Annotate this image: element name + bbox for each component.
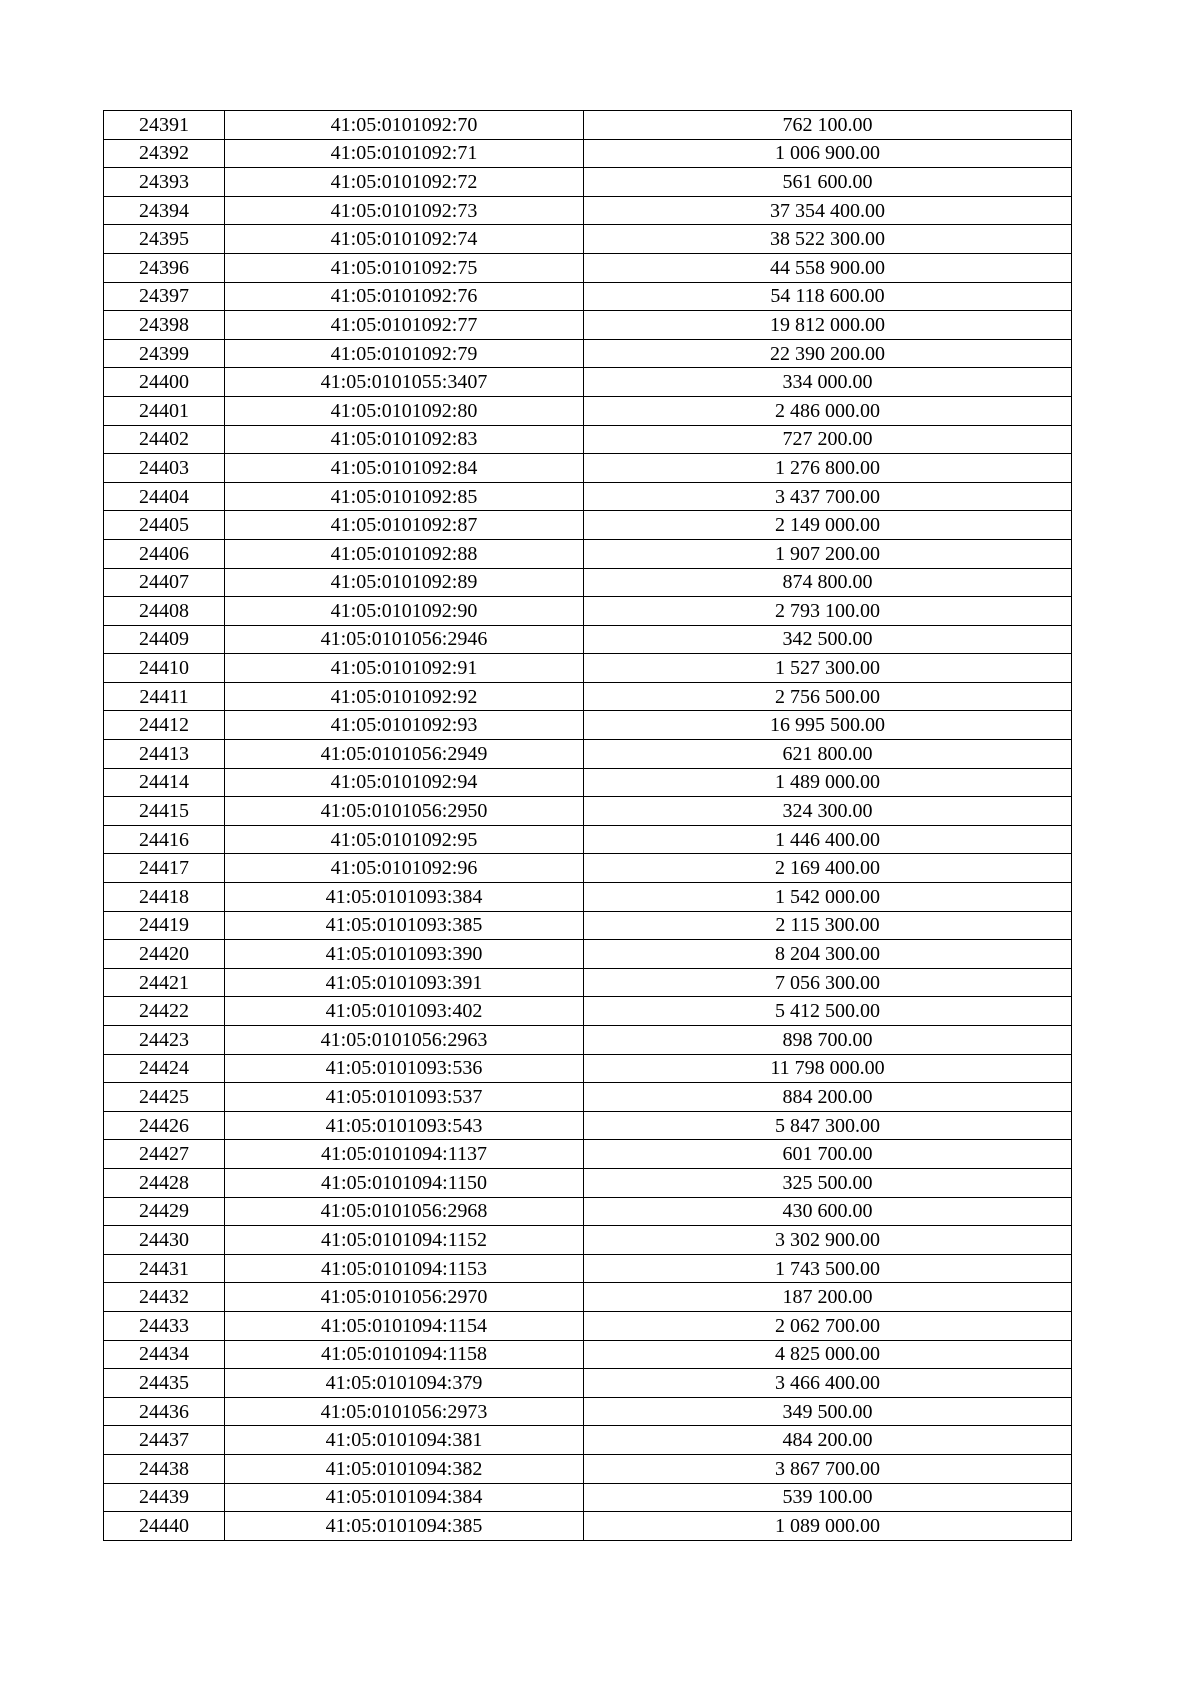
row-number-cell: 24414 — [104, 768, 225, 797]
cadastral-number-cell: 41:05:0101093:536 — [225, 1054, 584, 1083]
cadastral-value-cell: 762 100.00 — [584, 111, 1072, 140]
row-number-cell: 24408 — [104, 597, 225, 626]
cadastral-value-cell: 539 100.00 — [584, 1483, 1072, 1512]
cadastral-number-cell: 41:05:0101094:385 — [225, 1512, 584, 1541]
cadastral-value-cell: 2 062 700.00 — [584, 1311, 1072, 1340]
table-row — [104, 597, 1072, 626]
table-row — [104, 1311, 1072, 1340]
table-row — [104, 1197, 1072, 1226]
cadastral-number-cell: 41:05:0101092:88 — [225, 539, 584, 568]
cadastral-number-cell: 41:05:0101093:391 — [225, 968, 584, 997]
table-body — [104, 111, 1072, 1541]
cadastral-value-cell: 2 793 100.00 — [584, 597, 1072, 626]
table-row — [104, 883, 1072, 912]
cadastral-value-cell: 334 000.00 — [584, 368, 1072, 397]
row-number-cell: 24392 — [104, 139, 225, 168]
table-row — [104, 225, 1072, 254]
table-row — [104, 253, 1072, 282]
cadastral-number-cell: 41:05:0101092:92 — [225, 682, 584, 711]
table-row — [104, 1512, 1072, 1541]
cadastral-number-cell: 41:05:0101092:71 — [225, 139, 584, 168]
cadastral-number-cell: 41:05:0101094:382 — [225, 1454, 584, 1483]
row-number-cell: 24420 — [104, 940, 225, 969]
cadastral-number-cell: 41:05:0101094:1153 — [225, 1254, 584, 1283]
row-number-cell: 24411 — [104, 682, 225, 711]
row-number-cell: 24421 — [104, 968, 225, 997]
table-row — [104, 797, 1072, 826]
table-row — [104, 825, 1072, 854]
cadastral-number-cell: 41:05:0101093:390 — [225, 940, 584, 969]
cadastral-number-cell: 41:05:0101092:87 — [225, 511, 584, 540]
cadastral-value-cell: 621 800.00 — [584, 740, 1072, 769]
cadastral-number-cell: 41:05:0101094:1158 — [225, 1340, 584, 1369]
cadastral-number-cell: 41:05:0101056:2970 — [225, 1283, 584, 1312]
cadastral-number-cell: 41:05:0101056:2973 — [225, 1397, 584, 1426]
row-number-cell: 24440 — [104, 1512, 225, 1541]
row-number-cell: 24396 — [104, 253, 225, 282]
row-number-cell: 24403 — [104, 454, 225, 483]
row-number-cell: 24416 — [104, 825, 225, 854]
row-number-cell: 24435 — [104, 1369, 225, 1398]
table-row — [104, 911, 1072, 940]
cadastral-number-cell: 41:05:0101092:73 — [225, 196, 584, 225]
table-row — [104, 568, 1072, 597]
cadastral-value-cell: 5 847 300.00 — [584, 1111, 1072, 1140]
table-row — [104, 1226, 1072, 1255]
table-row — [104, 1426, 1072, 1455]
cadastral-number-cell: 41:05:0101055:3407 — [225, 368, 584, 397]
row-number-cell: 24394 — [104, 196, 225, 225]
cadastral-number-cell: 41:05:0101056:2946 — [225, 625, 584, 654]
table-row — [104, 740, 1072, 769]
cadastral-value-cell: 601 700.00 — [584, 1140, 1072, 1169]
row-number-cell: 24402 — [104, 425, 225, 454]
cadastral-number-cell: 41:05:0101092:93 — [225, 711, 584, 740]
cadastral-number-cell: 41:05:0101092:74 — [225, 225, 584, 254]
cadastral-number-cell: 41:05:0101092:70 — [225, 111, 584, 140]
row-number-cell: 24436 — [104, 1397, 225, 1426]
cadastral-value-cell: 325 500.00 — [584, 1168, 1072, 1197]
table-row — [104, 768, 1072, 797]
cadastral-number-cell: 41:05:0101092:72 — [225, 168, 584, 197]
cadastral-value-cell: 37 354 400.00 — [584, 196, 1072, 225]
table-row — [104, 1083, 1072, 1112]
table-row — [104, 1483, 1072, 1512]
cadastral-value-cell: 3 302 900.00 — [584, 1226, 1072, 1255]
cadastral-value-cell: 3 466 400.00 — [584, 1369, 1072, 1398]
table-row — [104, 854, 1072, 883]
table-row — [104, 511, 1072, 540]
row-number-cell: 24406 — [104, 539, 225, 568]
table-row — [104, 368, 1072, 397]
table-row — [104, 1454, 1072, 1483]
row-number-cell: 24429 — [104, 1197, 225, 1226]
row-number-cell: 24409 — [104, 625, 225, 654]
row-number-cell: 24395 — [104, 225, 225, 254]
table-row — [104, 1340, 1072, 1369]
row-number-cell: 24412 — [104, 711, 225, 740]
cadastral-number-cell: 41:05:0101094:379 — [225, 1369, 584, 1398]
row-number-cell: 24419 — [104, 911, 225, 940]
cadastral-value-cell: 484 200.00 — [584, 1426, 1072, 1455]
cadastral-number-cell: 41:05:0101093:543 — [225, 1111, 584, 1140]
row-number-cell: 24425 — [104, 1083, 225, 1112]
table-row — [104, 625, 1072, 654]
table-row — [104, 396, 1072, 425]
cadastral-value-cell: 54 118 600.00 — [584, 282, 1072, 311]
cadastral-value-cell: 1 527 300.00 — [584, 654, 1072, 683]
cadastral-value-cell: 2 149 000.00 — [584, 511, 1072, 540]
cadastral-number-cell: 41:05:0101094:1152 — [225, 1226, 584, 1255]
row-number-cell: 24424 — [104, 1054, 225, 1083]
cadastral-value-cell: 1 276 800.00 — [584, 454, 1072, 483]
row-number-cell: 24439 — [104, 1483, 225, 1512]
cadastral-value-cell: 19 812 000.00 — [584, 311, 1072, 340]
table-row — [104, 968, 1072, 997]
table-row — [104, 711, 1072, 740]
row-number-cell: 24399 — [104, 339, 225, 368]
cadastral-value-cell: 2 756 500.00 — [584, 682, 1072, 711]
row-number-cell: 24407 — [104, 568, 225, 597]
row-number-cell: 24431 — [104, 1254, 225, 1283]
cadastral-value-cell: 16 995 500.00 — [584, 711, 1072, 740]
cadastral-value-cell: 898 700.00 — [584, 1026, 1072, 1055]
table-row — [104, 1397, 1072, 1426]
row-number-cell: 24432 — [104, 1283, 225, 1312]
cadastral-number-cell: 41:05:0101092:80 — [225, 396, 584, 425]
cadastral-value-cell: 342 500.00 — [584, 625, 1072, 654]
cadastral-value-cell: 1 907 200.00 — [584, 539, 1072, 568]
table-row — [104, 682, 1072, 711]
cadastral-value-cell: 1 089 000.00 — [584, 1512, 1072, 1541]
table-row — [104, 1111, 1072, 1140]
row-number-cell: 24430 — [104, 1226, 225, 1255]
row-number-cell: 24393 — [104, 168, 225, 197]
row-number-cell: 24401 — [104, 396, 225, 425]
cadastral-number-cell: 41:05:0101056:2963 — [225, 1026, 584, 1055]
cadastral-number-cell: 41:05:0101056:2949 — [225, 740, 584, 769]
row-number-cell: 24415 — [104, 797, 225, 826]
cadastral-value-cell: 2 486 000.00 — [584, 396, 1072, 425]
cadastral-number-cell: 41:05:0101056:2968 — [225, 1197, 584, 1226]
table-row — [104, 111, 1072, 140]
cadastral-number-cell: 41:05:0101092:90 — [225, 597, 584, 626]
table-row — [104, 997, 1072, 1026]
cadastral-value-cell: 1 489 000.00 — [584, 768, 1072, 797]
row-number-cell: 24398 — [104, 311, 225, 340]
cadastral-number-cell: 41:05:0101094:1137 — [225, 1140, 584, 1169]
cadastral-value-cell: 11 798 000.00 — [584, 1054, 1072, 1083]
cadastral-value-cell: 4 825 000.00 — [584, 1340, 1072, 1369]
row-number-cell: 24426 — [104, 1111, 225, 1140]
cadastral-value-cell: 1 446 400.00 — [584, 825, 1072, 854]
table-row — [104, 311, 1072, 340]
cadastral-number-cell: 41:05:0101092:84 — [225, 454, 584, 483]
cadastral-value-cell: 44 558 900.00 — [584, 253, 1072, 282]
table-row — [104, 482, 1072, 511]
cadastral-value-cell: 430 600.00 — [584, 1197, 1072, 1226]
cadastral-number-cell: 41:05:0101092:96 — [225, 854, 584, 883]
table-row — [104, 1054, 1072, 1083]
cadastral-value-cell: 1 006 900.00 — [584, 139, 1072, 168]
row-number-cell: 24405 — [104, 511, 225, 540]
table-row — [104, 1283, 1072, 1312]
table-row — [104, 539, 1072, 568]
row-number-cell: 24417 — [104, 854, 225, 883]
cadastral-value-cell: 727 200.00 — [584, 425, 1072, 454]
row-number-cell: 24437 — [104, 1426, 225, 1455]
table-row — [104, 940, 1072, 969]
row-number-cell: 24391 — [104, 111, 225, 140]
row-number-cell: 24423 — [104, 1026, 225, 1055]
table-row — [104, 1168, 1072, 1197]
row-number-cell: 24418 — [104, 883, 225, 912]
cadastral-number-cell: 41:05:0101093:537 — [225, 1083, 584, 1112]
cadastral-value-cell: 1 542 000.00 — [584, 883, 1072, 912]
cadastral-number-cell: 41:05:0101094:1150 — [225, 1168, 584, 1197]
table-row — [104, 654, 1072, 683]
cadastral-value-table — [103, 110, 1072, 1541]
cadastral-value-cell: 884 200.00 — [584, 1083, 1072, 1112]
cadastral-value-cell: 1 743 500.00 — [584, 1254, 1072, 1283]
cadastral-number-cell: 41:05:0101092:76 — [225, 282, 584, 311]
cadastral-value-cell: 2 115 300.00 — [584, 911, 1072, 940]
table-row — [104, 1026, 1072, 1055]
cadastral-number-cell: 41:05:0101092:83 — [225, 425, 584, 454]
table-row — [104, 1369, 1072, 1398]
table-row — [104, 1140, 1072, 1169]
cadastral-value-cell: 3 437 700.00 — [584, 482, 1072, 511]
table-row — [104, 454, 1072, 483]
cadastral-value-cell: 187 200.00 — [584, 1283, 1072, 1312]
cadastral-value-cell: 324 300.00 — [584, 797, 1072, 826]
row-number-cell: 24410 — [104, 654, 225, 683]
table-row — [104, 168, 1072, 197]
cadastral-value-cell: 349 500.00 — [584, 1397, 1072, 1426]
row-number-cell: 24404 — [104, 482, 225, 511]
cadastral-number-cell: 41:05:0101056:2950 — [225, 797, 584, 826]
cadastral-number-cell: 41:05:0101092:77 — [225, 311, 584, 340]
row-number-cell: 24400 — [104, 368, 225, 397]
row-number-cell: 24397 — [104, 282, 225, 311]
cadastral-number-cell: 41:05:0101094:384 — [225, 1483, 584, 1512]
row-number-cell: 24422 — [104, 997, 225, 1026]
cadastral-number-cell: 41:05:0101092:94 — [225, 768, 584, 797]
table-row — [104, 425, 1072, 454]
cadastral-number-cell: 41:05:0101093:385 — [225, 911, 584, 940]
cadastral-number-cell: 41:05:0101092:75 — [225, 253, 584, 282]
table-row — [104, 139, 1072, 168]
cadastral-number-cell: 41:05:0101094:381 — [225, 1426, 584, 1455]
cadastral-number-cell: 41:05:0101094:1154 — [225, 1311, 584, 1340]
table-row — [104, 1254, 1072, 1283]
cadastral-value-cell: 8 204 300.00 — [584, 940, 1072, 969]
row-number-cell: 24413 — [104, 740, 225, 769]
cadastral-number-cell: 41:05:0101092:95 — [225, 825, 584, 854]
cadastral-number-cell: 41:05:0101092:91 — [225, 654, 584, 683]
row-number-cell: 24428 — [104, 1168, 225, 1197]
cadastral-value-cell: 2 169 400.00 — [584, 854, 1072, 883]
cadastral-number-cell: 41:05:0101093:402 — [225, 997, 584, 1026]
cadastral-value-cell: 3 867 700.00 — [584, 1454, 1072, 1483]
table-row — [104, 339, 1072, 368]
cadastral-value-cell: 22 390 200.00 — [584, 339, 1072, 368]
cadastral-value-cell: 5 412 500.00 — [584, 997, 1072, 1026]
table-row — [104, 282, 1072, 311]
cadastral-value-cell: 561 600.00 — [584, 168, 1072, 197]
row-number-cell: 24433 — [104, 1311, 225, 1340]
cadastral-value-cell: 7 056 300.00 — [584, 968, 1072, 997]
cadastral-value-cell: 874 800.00 — [584, 568, 1072, 597]
cadastral-value-cell: 38 522 300.00 — [584, 225, 1072, 254]
row-number-cell: 24438 — [104, 1454, 225, 1483]
table-row — [104, 196, 1072, 225]
cadastral-number-cell: 41:05:0101092:85 — [225, 482, 584, 511]
row-number-cell: 24427 — [104, 1140, 225, 1169]
row-number-cell: 24434 — [104, 1340, 225, 1369]
cadastral-number-cell: 41:05:0101092:79 — [225, 339, 584, 368]
cadastral-number-cell: 41:05:0101093:384 — [225, 883, 584, 912]
cadastral-number-cell: 41:05:0101092:89 — [225, 568, 584, 597]
